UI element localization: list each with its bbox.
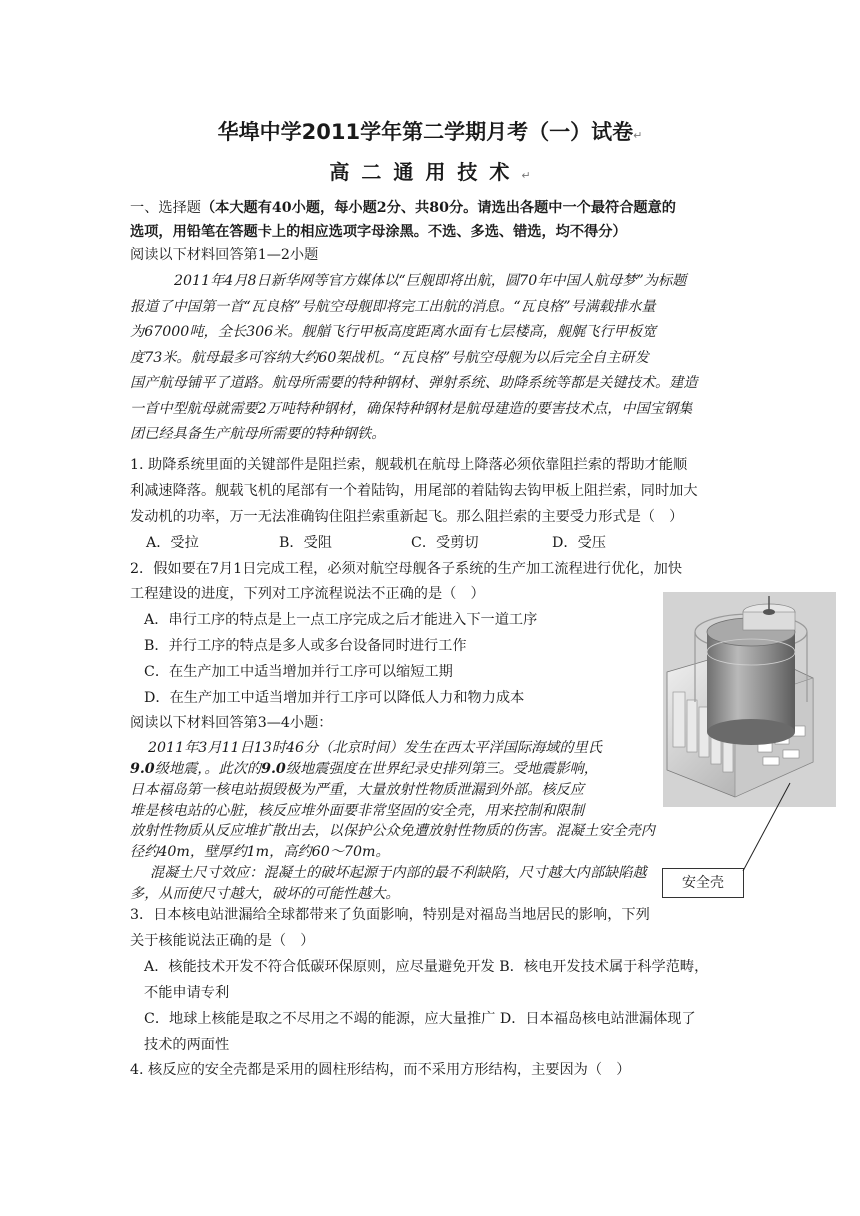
reading1-line: 国产航母铺平了道路。航母所需要的特种钢材、弹射系统、助降系统等都是关键技术。建造 (130, 375, 698, 391)
question-2-option: A．串行工序的特点是上一点工序完成之后才能进入下一道工序 (144, 612, 538, 628)
question-1-line: 发动机的功率，万一无法准确钩住阻拦索重新起飞。那么阻拦索的主要受力形式是（ ） (130, 509, 684, 525)
option-c: C．受剪切 (411, 535, 479, 551)
question-3-option: 技术的两面性 (144, 1037, 230, 1053)
paragraph-mark: ↵ (633, 129, 643, 142)
reading2-line: 堆是核电站的心脏，核反应堆外面要非常坚固的安全壳，用来控制和限制 (130, 803, 585, 819)
reading2-text: 级地震强度在世界纪录史排列第三。受地震影响， (285, 761, 598, 777)
size-effect-line: 多，从而使尺寸越大，破坏的可能性越大。 (130, 886, 400, 902)
question-2-line: 2．假如要在7月1日完成工程，必须对航空母舰各子系统的生产加工流程进行优化，加快 (130, 561, 683, 577)
question-3-option: A．核能技术开发不符合低碳环保原则，应尽量避免开发 B．核电开发技术属于科学范畴， (144, 959, 709, 975)
reading-intro-2: 阅读以下材料回答第3—4小题： (130, 715, 333, 731)
question-2-option: D．在生产加工中适当增加并行工序可以降低人力和物力成本 (144, 690, 525, 706)
question-1-line: 1. 助降系统里面的关键部件是阻拦索，舰载机在航母上降落必须依靠阻拦索的帮助才能顺 (130, 457, 688, 473)
exam-subtitle-text: 高二通用技术 (329, 160, 522, 184)
option-a: A．受拉 (146, 535, 199, 551)
reading1-line: 为67000吨，全长306米。舰艏飞行甲板高度距离水面有七层楼高，舰艉飞行甲板宽 (130, 324, 657, 340)
reading1-line: 2011年4月8日新华网等官方媒体以“巨舰即将出航，圆70年中国人航母梦”为标题 (174, 273, 687, 289)
reading2-line: 日本福岛第一核电站损毁极为严重，大量放射性物质泄漏到外部。核反应 (130, 782, 585, 798)
section-heading-label: 一、选择题 (130, 200, 201, 216)
reading2-line: 放射性物质从反应堆扩散出去，以保护公众免遭放射性物质的伤害。混凝土安全壳内 (130, 823, 655, 839)
reading1-line: 团已经具备生产航母所需要的特种钢铁。 (130, 426, 386, 442)
question-1-line: 利减速降落。舰载飞机的尾部有一个着陆钩，用尾部的着陆钩去钩甲板上阻拦索，同时加大 (130, 483, 698, 499)
option-d: D．受压 (552, 535, 606, 551)
question-2-line: 工程建设的进度，下列对工序流程说法不正确的是（ ） (130, 586, 485, 602)
paragraph-mark: ↵ (521, 169, 531, 182)
reactor-cutaway-icon (663, 592, 836, 807)
section-heading (130, 195, 736, 222)
size-effect-line: 混凝土尺寸效应：混凝土的破坏起源于内部的最不利缺陷，尺寸越大内部缺陷越 (150, 865, 647, 881)
exam-title-text: 华埠中学2011学年第二学期月考（一）试卷 (217, 120, 634, 144)
question-2-option: C．在生产加工中适当增加并行工序可以缩短工期 (144, 664, 453, 680)
reactor-figure (663, 592, 836, 807)
magnitude-value: 9.0 (130, 761, 155, 777)
section-instructions-1: （本大题有40小题，每小题2分、共80分。请选出各题中一个最符合题意的 (200, 200, 676, 216)
option-b: B．受阻 (279, 535, 332, 551)
reading2-text: 级地震，。此次的 (154, 761, 262, 777)
reading1-line: 一首中型航母就需要2万吨特种钢材，确保特种钢材是航母建造的要害技术点，中国宝钢集 (130, 401, 693, 417)
reading2-line: 2011年3月11日13时46分（北京时间）发生在西太平洋国际海域的里氏 (148, 740, 602, 756)
exam-subtitle (0, 156, 860, 185)
section-instructions-2: 选项，用铅笔在答题卡上的相应选项字母涂黑。不选、多选、错选，均不得分） (130, 224, 627, 240)
reading1-line: 度73米。航母最多可容纳大约60架战机。“瓦良格”号航空母舰为以后完全自主研发 (130, 350, 649, 366)
question-4-line: 4. 核反应的安全壳都是采用的圆柱形结构，而不采用方形结构，主要因为（ ） (130, 1062, 631, 1078)
containment-callout: 安全壳 (662, 868, 744, 898)
reading-intro-1: 阅读以下材料回答第1—2小题 (130, 247, 319, 263)
exam-title (0, 116, 860, 146)
question-3-line: 3．日本核电站泄漏给全球都带来了负面影响，特别是对福岛当地居民的影响，下列 (130, 907, 650, 923)
magnitude-value: 9.0 (261, 761, 286, 777)
question-3-line: 关于核能说法正确的是（ ） (130, 933, 315, 949)
reading2-line: 径约40m，壁厚约1m，高约60～70m。 (130, 844, 390, 860)
question-2-option: B．并行工序的特点是多人或多台设备同时进行工作 (144, 638, 467, 654)
reading1-line: 报道了中国第一首“瓦良格”号航空母舰即将完工出航的消息。“瓦良格”号满载排水量 (130, 299, 656, 315)
question-3-option: C．地球上核能是取之不尽用之不竭的能源，应大量推广 D．日本福岛核电站泄漏体现了 (144, 1011, 696, 1027)
question-3-option: 不能申请专利 (144, 985, 230, 1001)
